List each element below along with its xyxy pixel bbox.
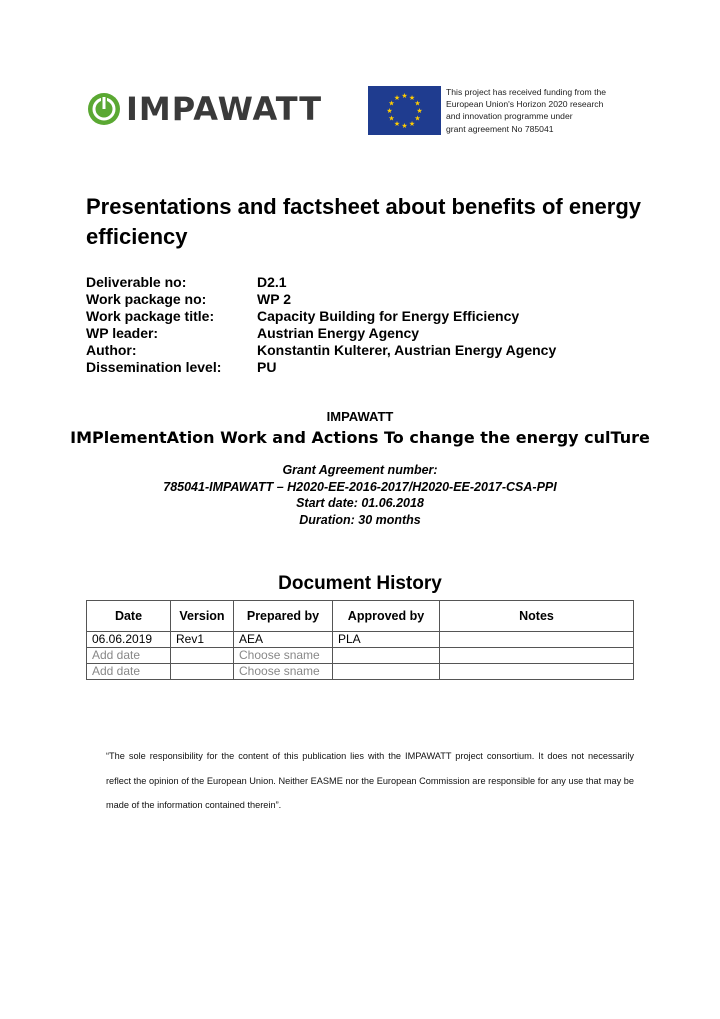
grant-info	[0, 462, 720, 528]
eu-funding-line: This project has received funding from the	[446, 87, 607, 97]
eu-funding-line: grant agreement No 785041	[446, 123, 554, 134]
eu-star-icon: ★	[414, 100, 421, 108]
table-header-row	[87, 601, 634, 632]
eu-star-icon: ★	[401, 93, 408, 100]
eu-funding-line: and innovation programme under	[446, 111, 573, 122]
impawatt-logo	[86, 86, 322, 132]
eu-funding-statement	[446, 86, 646, 135]
table-cell	[333, 648, 440, 664]
eu-star-icon: ★	[393, 95, 401, 102]
meta-label: Dissemination level:	[86, 359, 222, 375]
column-header: Date	[87, 601, 171, 632]
meta-row	[86, 291, 556, 308]
table-cell: PLA	[333, 632, 440, 648]
date-placeholder[interactable]: Add date	[87, 648, 171, 664]
meta-value: D2.1	[257, 274, 287, 290]
meta-row	[86, 308, 556, 325]
eu-star-icon: ★	[416, 108, 423, 115]
grant-start-date: Start date: 01.06.2018	[296, 496, 424, 510]
meta-value: PU	[257, 359, 277, 375]
power-icon	[86, 91, 122, 127]
meta-row	[86, 342, 556, 359]
table-row	[87, 632, 634, 648]
eu-star-icon: ★	[388, 115, 395, 123]
project-name: IMPAWATT	[326, 409, 394, 424]
table-cell: 06.06.2019	[87, 632, 171, 648]
name-placeholder[interactable]: Choose sname	[234, 664, 333, 680]
eu-funding-line: European Union's Horizon 2020 research	[446, 99, 604, 110]
history-title: Document History	[278, 573, 442, 594]
meta-label: Work package title:	[86, 308, 215, 324]
eu-star-icon: ★	[401, 123, 408, 130]
eu-flag-icon	[368, 86, 441, 135]
eu-star-icon: ★	[414, 115, 421, 123]
table-cell	[440, 648, 634, 664]
meta-row	[86, 325, 556, 342]
meta-row	[86, 274, 556, 291]
column-header: Notes	[440, 601, 634, 632]
meta-value: Konstantin Kulterer, Austrian Energy Agency	[257, 342, 557, 358]
table-cell: AEA	[234, 632, 333, 648]
table-cell	[171, 648, 234, 664]
column-header: Prepared by	[234, 601, 333, 632]
document-title: Presentations and factsheet about benefits of energy efficiency	[86, 194, 642, 249]
date-placeholder[interactable]: Add date	[87, 664, 171, 680]
eu-star-icon: ★	[393, 121, 401, 128]
meta-value: Capacity Building for Energy Efficiency	[257, 308, 520, 324]
name-placeholder[interactable]: Choose sname	[234, 648, 333, 664]
meta-value: Austrian Energy Agency	[257, 325, 420, 341]
grant-number: 785041-IMPAWATT – H2020-EE-2016-2017/H2020-EE-2017-CSA-PPI	[163, 479, 557, 494]
table-cell	[440, 664, 634, 680]
logo-text: IMPAWATT	[126, 90, 323, 128]
meta-label: Deliverable no:	[86, 274, 187, 290]
table-cell	[171, 664, 234, 680]
table-row	[87, 664, 634, 680]
grant-heading: Grant Agreement number:	[282, 463, 438, 477]
meta-label: Work package no:	[86, 291, 207, 307]
eu-star-icon: ★	[388, 100, 395, 108]
meta-row	[86, 359, 556, 376]
table-cell	[440, 632, 634, 648]
eu-star-icon: ★	[408, 121, 416, 128]
disclaimer: “The sole responsibility for the content of this publication lies with the IMPAWATT project consortium. It does not necessarily reflect the opinion of the European Union. Neither EASME nor the European Commission are responsible for any use that may be made of the information contained therein”.	[106, 751, 634, 810]
table-cell	[333, 664, 440, 680]
deliverable-metadata	[86, 274, 556, 376]
column-header: Version	[171, 601, 234, 632]
meta-label: WP leader:	[86, 325, 159, 341]
table-row	[87, 648, 634, 664]
grant-duration: Duration: 30 months	[299, 512, 421, 527]
meta-label: Author:	[86, 342, 137, 358]
project-subtitle: IMPlementAtion Work and Actions To change the energy culTure	[70, 428, 650, 447]
history-table	[86, 600, 634, 680]
column-header: Approved by	[333, 601, 440, 632]
eu-star-icon: ★	[386, 108, 393, 115]
table-cell: Rev1	[171, 632, 234, 648]
meta-value: WP 2	[257, 291, 291, 307]
eu-star-icon: ★	[408, 95, 416, 102]
